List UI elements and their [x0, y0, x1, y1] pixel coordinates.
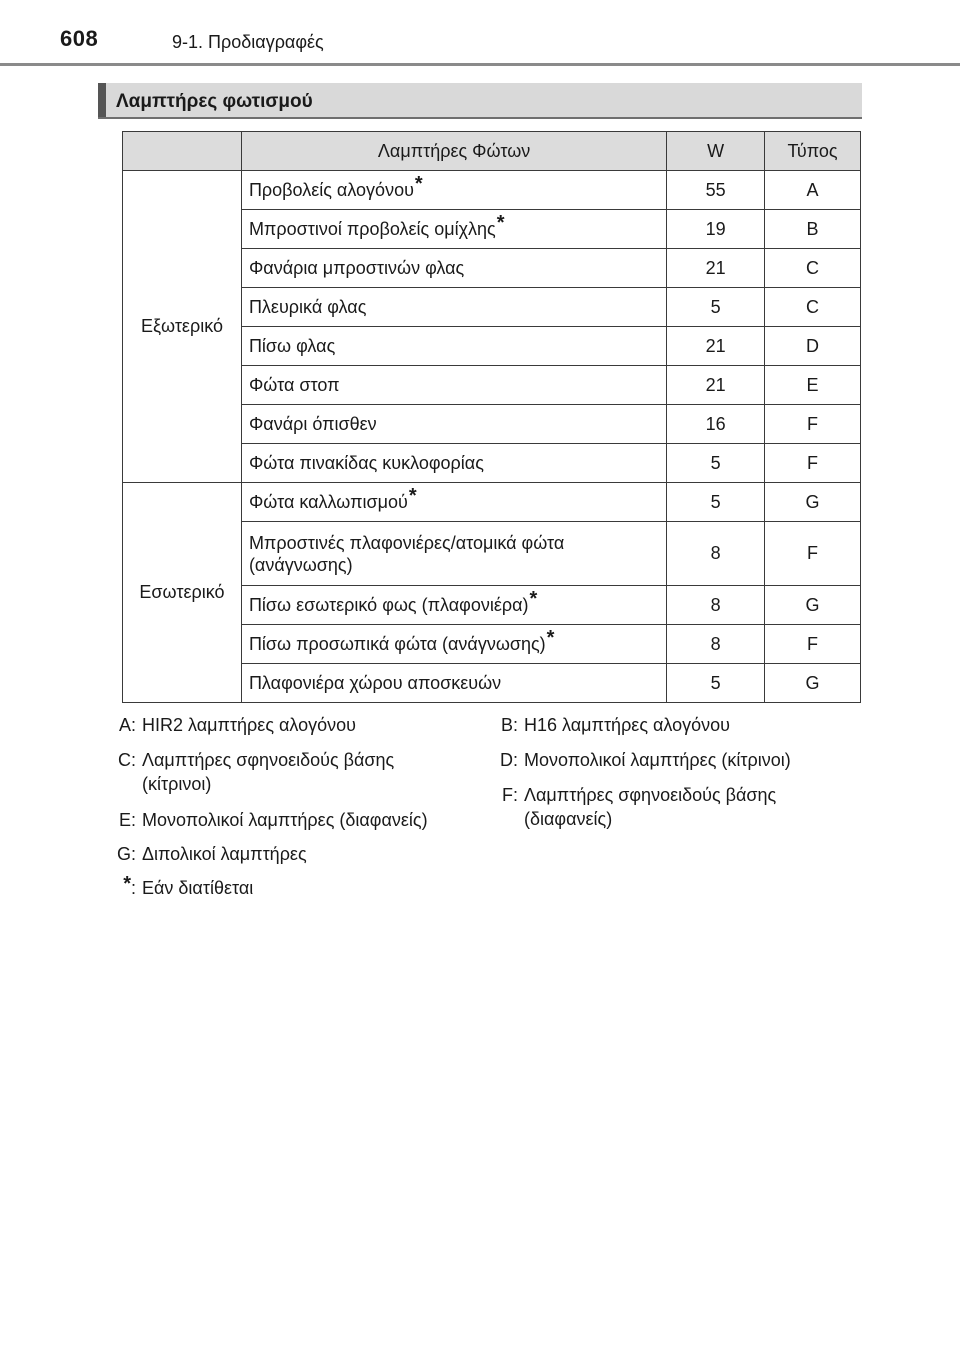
page-number: 608	[60, 26, 99, 51]
lamp-name: Πλαφονιέρα χώρου αποσκευών	[241, 664, 666, 703]
lamp-watt: 16	[667, 405, 765, 444]
footnote-star: *	[123, 873, 131, 895]
lamp-type: A	[765, 171, 861, 210]
footnote-star: *	[408, 485, 417, 507]
lamp-type: F	[765, 522, 861, 586]
lamp-type: F	[765, 625, 861, 664]
section-heading-bar	[98, 83, 862, 119]
table-row	[123, 483, 861, 522]
lamp-type: F	[765, 444, 861, 483]
legend-key: B:	[500, 715, 518, 735]
lamp-name: Προβολείς αλογόνου*	[241, 171, 666, 210]
footnote-star: *	[414, 173, 423, 195]
lamp-type: G	[765, 586, 861, 625]
table-row	[123, 171, 861, 210]
lamp-watt: 19	[667, 210, 765, 249]
legend-text: Λαμπτήρες σφηνοειδούς βάσης (διαφανείς)	[524, 785, 777, 829]
legend-text: Εάν διατίθεται	[142, 878, 254, 898]
legend-key: F:	[502, 785, 518, 805]
lamp-watt: 55	[667, 171, 765, 210]
group-interior: Εσωτερικό	[123, 483, 242, 703]
section-heading: Λαμπτήρες φωτισμού	[116, 91, 313, 112]
lamp-watt: 21	[667, 249, 765, 288]
lamp-name: Πίσω φλας	[241, 327, 666, 366]
lamp-type: F	[765, 405, 861, 444]
lamp-watt: 5	[667, 664, 765, 703]
lamp-type: C	[765, 249, 861, 288]
footnote-star: *	[529, 588, 538, 610]
footnote-star: *	[496, 212, 505, 234]
section-accent	[98, 83, 106, 117]
legend-text: Λαμπτήρες σφηνοειδούς βάσης (κίτρινοι)	[142, 750, 395, 794]
lamp-name: Φώτα πινακίδας κυκλοφορίας	[241, 444, 666, 483]
lamp-type: G	[765, 483, 861, 522]
lamp-name: Πίσω εσωτερικό φως (πλαφονιέρα)*	[241, 586, 666, 625]
header-rule	[0, 63, 960, 66]
lamp-name: Φώτα στοπ	[241, 366, 666, 405]
lamp-watt: 5	[667, 483, 765, 522]
group-exterior: Εξωτερικό	[123, 171, 242, 483]
lamp-name: Φανάρια μπροστινών φλας	[241, 249, 666, 288]
legend-key: E:	[118, 810, 136, 830]
legend-text: Διπολικοί λαμπτήρες	[142, 844, 307, 864]
lamp-name: Φανάρι όπισθεν	[241, 405, 666, 444]
table-header-row	[123, 132, 861, 171]
lamp-type: E	[765, 366, 861, 405]
lamp-name: Μπροστινοί προβολείς ομίχλης*	[241, 210, 666, 249]
legend-key: C:	[118, 750, 136, 770]
page-header	[0, 0, 960, 68]
lamp-type: D	[765, 327, 861, 366]
legend-text: H16 λαμπτήρες αλογόνου	[524, 715, 731, 735]
lamp-name: Φώτα καλλωπισμού*	[241, 483, 666, 522]
column-header-watt: W	[667, 132, 765, 171]
legend-key: *:	[123, 873, 136, 898]
lamp-name: Μπροστινές πλαφονιέρες/ατομικά φώτα (ανάγνωσης)	[241, 522, 666, 586]
column-header-type: Τύπος	[765, 132, 861, 171]
footnote-star: *	[546, 627, 555, 649]
lamp-watt: 21	[667, 327, 765, 366]
column-header-lamp: Λαμπτήρες Φώτων	[241, 132, 666, 171]
lamp-watt: 8	[667, 586, 765, 625]
lamp-watt: 21	[667, 366, 765, 405]
bulb-spec-table	[122, 131, 861, 703]
lamp-name: Πίσω προσωπικά φώτα (ανάγνωσης)*	[241, 625, 666, 664]
lamp-type: B	[765, 210, 861, 249]
lamp-watt: 8	[667, 522, 765, 586]
column-header-group	[123, 132, 242, 171]
lamp-name: Πλευρικά φλας	[241, 288, 666, 327]
legend-text: Μονοπολικοί λαμπτήρες (διαφανείς)	[142, 810, 428, 830]
lamp-watt: 5	[667, 444, 765, 483]
legend-key: G:	[116, 844, 136, 864]
lamp-watt: 8	[667, 625, 765, 664]
lamp-type: C	[765, 288, 861, 327]
legend-text: Μονοπολικοί λαμπτήρες (κίτρινοι)	[524, 750, 791, 770]
chapter-title: 9-1. Προδιαγραφές	[172, 32, 324, 52]
legend-text: HIR2 λαμπτήρες αλογόνου	[142, 715, 357, 735]
lamp-watt: 5	[667, 288, 765, 327]
legend-key: D:	[500, 750, 518, 770]
lamp-type: G	[765, 664, 861, 703]
legend-key: A:	[118, 715, 136, 735]
